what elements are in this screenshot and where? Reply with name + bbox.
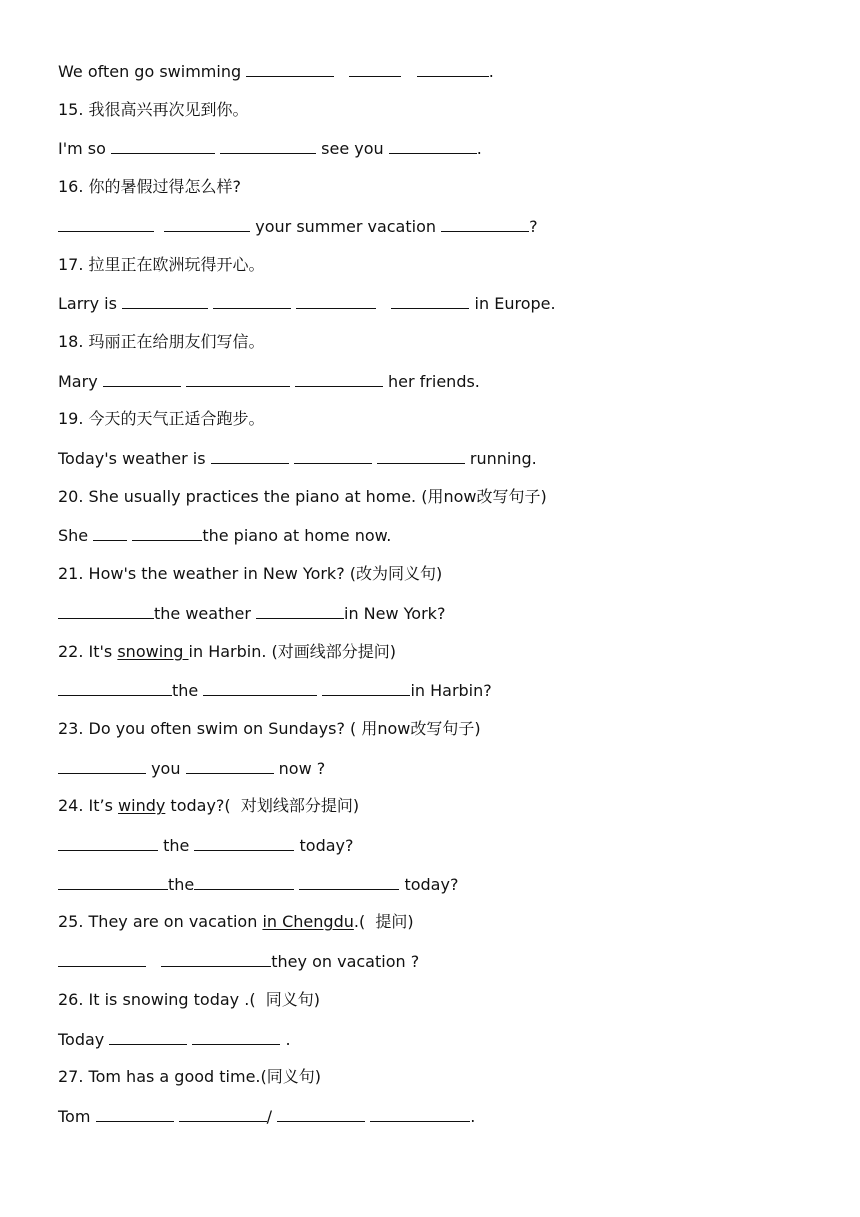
- worksheet-line: [58, 641, 396, 663]
- answer-blank[interactable]: [391, 292, 469, 309]
- answer-blank[interactable]: [296, 292, 376, 309]
- line-text: [154, 217, 164, 236]
- answer-blank[interactable]: [93, 524, 127, 541]
- line-text: they on vacation ?: [271, 952, 420, 971]
- line-text: 19. 今天的天气正适合跑步。: [58, 409, 265, 428]
- line-text: running.: [464, 449, 537, 468]
- worksheet-line: [58, 718, 481, 740]
- line-text: [401, 62, 416, 81]
- line-text: Tom: [58, 1107, 96, 1126]
- line-text: .: [470, 1107, 476, 1126]
- line-text: in Europe.: [469, 294, 556, 313]
- answer-blank[interactable]: [186, 370, 290, 387]
- answer-blank[interactable]: [109, 1028, 187, 1045]
- line-text: 18. 玛丽正在给朋友们写信。: [58, 332, 265, 351]
- line-text: I'm so: [58, 139, 111, 158]
- line-text: .: [488, 62, 494, 81]
- line-text: Mary: [58, 372, 103, 391]
- line-text: Today: [58, 1030, 110, 1049]
- answer-blank[interactable]: [58, 873, 168, 890]
- line-text: 20. She usually practices the piano at home. (用now改写句子): [58, 487, 547, 506]
- line-text: you: [146, 759, 186, 778]
- line-text: the: [168, 875, 195, 894]
- worksheet-line: [58, 757, 325, 779]
- line-text: in New York?: [344, 604, 446, 623]
- line-text: see you: [316, 139, 389, 158]
- line-text: [146, 952, 161, 971]
- answer-blank[interactable]: [103, 370, 181, 387]
- line-text: 23. Do you often swim on Sundays? ( 用now改写句子): [58, 719, 481, 738]
- worksheet-line: [58, 292, 556, 314]
- answer-blank[interactable]: [213, 292, 291, 309]
- answer-blank[interactable]: [132, 524, 202, 541]
- worksheet-line: [58, 950, 419, 972]
- answer-blank[interactable]: [186, 757, 274, 774]
- answer-blank[interactable]: [58, 215, 154, 232]
- line-text: 27. Tom has a good time.(同义句): [58, 1067, 322, 1086]
- underlined-text: in Chengdu: [262, 912, 354, 931]
- line-text: .( 提问): [353, 912, 414, 931]
- answer-blank[interactable]: [349, 60, 401, 77]
- line-text: 26. It is snowing today .( 同义句): [58, 990, 320, 1009]
- worksheet-line: [58, 60, 494, 82]
- line-text: the weather: [154, 604, 256, 623]
- answer-blank[interactable]: [58, 679, 172, 696]
- line-text: your summer vacation: [250, 217, 442, 236]
- worksheet-line: [58, 1028, 291, 1050]
- line-text: her friends.: [382, 372, 480, 391]
- worksheet-line: [58, 1105, 475, 1127]
- line-text: 16. 你的暑假过得怎么样?: [58, 177, 242, 196]
- answer-blank[interactable]: [122, 292, 208, 309]
- worksheet-line: [58, 911, 414, 933]
- worksheet-line: [58, 834, 354, 856]
- worksheet-line: [58, 486, 547, 508]
- answer-blank[interactable]: [194, 834, 294, 851]
- worksheet-line: [58, 989, 320, 1011]
- worksheet-line: [58, 1066, 321, 1088]
- line-text: ?: [529, 217, 538, 236]
- line-text: .: [476, 139, 482, 158]
- worksheet-line: [58, 137, 482, 159]
- line-text: 21. How's the weather in New York? (改为同义句): [58, 564, 443, 583]
- line-text: today?: [399, 875, 459, 894]
- line-text: 15. 我很高兴再次见到你。: [58, 100, 249, 119]
- worksheet-line: [58, 795, 359, 817]
- line-text: 17. 拉里正在欧洲玩得开心。: [58, 255, 265, 274]
- line-text: the: [172, 681, 204, 700]
- answer-blank[interactable]: [179, 1105, 267, 1122]
- answer-blank[interactable]: [58, 834, 158, 851]
- line-text: We often go swimming: [58, 62, 247, 81]
- line-text: in Harbin?: [410, 681, 492, 700]
- line-text: /: [266, 1107, 278, 1126]
- answer-blank[interactable]: [58, 602, 154, 619]
- answer-blank[interactable]: [220, 137, 316, 154]
- worksheet-line: [58, 524, 391, 546]
- answer-blank[interactable]: [192, 1028, 280, 1045]
- line-text: [334, 62, 349, 81]
- line-text: 22. It's: [58, 642, 118, 661]
- line-text: Larry is: [58, 294, 123, 313]
- worksheet-line: [58, 563, 442, 585]
- line-text: She: [58, 526, 94, 545]
- line-text: the piano at home now.: [202, 526, 392, 545]
- worksheet-line: [58, 602, 445, 624]
- line-text: 24. It’s: [58, 796, 119, 815]
- worksheet-line: [58, 331, 265, 353]
- answer-blank[interactable]: [370, 1105, 470, 1122]
- answer-blank[interactable]: [256, 602, 344, 619]
- answer-blank[interactable]: [377, 447, 465, 464]
- answer-blank[interactable]: [441, 215, 529, 232]
- answer-blank[interactable]: [322, 679, 410, 696]
- answer-blank[interactable]: [194, 873, 294, 890]
- answer-blank[interactable]: [58, 950, 146, 967]
- answer-blank[interactable]: [417, 60, 489, 77]
- answer-blank[interactable]: [389, 137, 477, 154]
- line-text: [376, 294, 391, 313]
- answer-blank[interactable]: [111, 137, 215, 154]
- answer-blank[interactable]: [295, 370, 383, 387]
- line-text: 25. They are on vacation: [58, 912, 263, 931]
- worksheet-line: [58, 215, 538, 237]
- line-text: now ?: [273, 759, 326, 778]
- answer-blank[interactable]: [164, 215, 250, 232]
- line-text: today?( 对划线部分提问): [165, 796, 360, 815]
- line-text: in Harbin. (对画线部分提问): [188, 642, 397, 661]
- answer-blank[interactable]: [299, 873, 399, 890]
- answer-blank[interactable]: [294, 447, 372, 464]
- answer-blank[interactable]: [211, 447, 289, 464]
- answer-blank[interactable]: [246, 60, 334, 77]
- worksheet-line: [58, 408, 265, 430]
- line-text: today?: [294, 836, 354, 855]
- worksheet-line: [58, 873, 458, 895]
- worksheet-line: [58, 370, 480, 392]
- worksheet-line: [58, 679, 492, 701]
- answer-blank[interactable]: [277, 1105, 365, 1122]
- line-text: .: [280, 1030, 291, 1049]
- answer-blank[interactable]: [58, 757, 146, 774]
- answer-blank[interactable]: [161, 950, 271, 967]
- line-text: Today's weather is: [58, 449, 211, 468]
- worksheet-line: [58, 176, 241, 198]
- underlined-text: windy: [118, 796, 166, 815]
- worksheet-line: [58, 447, 537, 469]
- underlined-text: snowing: [117, 642, 189, 661]
- worksheet-line: [58, 99, 249, 121]
- answer-blank[interactable]: [96, 1105, 174, 1122]
- worksheet-line: [58, 254, 265, 276]
- answer-blank[interactable]: [203, 679, 317, 696]
- line-text: the: [158, 836, 195, 855]
